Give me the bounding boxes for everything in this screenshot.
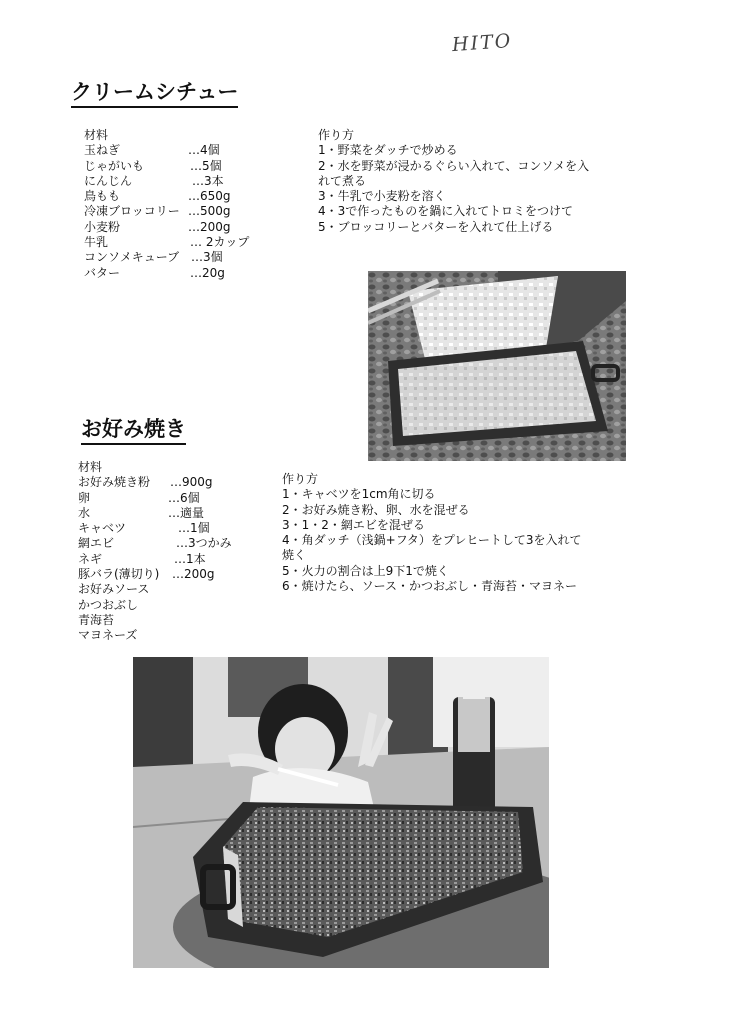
ingredient-name: お好みソース [78, 582, 150, 597]
ingredient-qty: …900g [170, 475, 213, 490]
ingredient-name: コンソメキューブ [84, 250, 180, 265]
stew-ingredients [84, 128, 284, 281]
ingredient-qty: …3本 [192, 173, 224, 188]
ingredient-qty: …200g [172, 567, 215, 582]
ingredient-row [84, 174, 284, 189]
ingredient-qty: …4個 [188, 143, 220, 158]
stew-photo [368, 271, 626, 461]
ingredient-name: お好み焼き粉 [78, 475, 151, 490]
method-step: 3・牛乳で小麦粉を溶く [318, 189, 446, 204]
okonomi-method-heading: 作り方 [282, 472, 319, 486]
handwritten-signature: HITO [451, 29, 514, 57]
ingredient-name: 玉ねぎ [84, 143, 121, 158]
okonomi-ingredients-heading: 材料 [78, 460, 103, 474]
method-step: 5・火力の割合は上9下1で焼く [282, 563, 449, 578]
ingredient-name: バター [84, 265, 121, 280]
ingredient-row [84, 250, 284, 265]
method-step: 1・野菜をダッチで炒める [318, 143, 458, 158]
ingredient-row [78, 567, 278, 582]
ingredient-qty: …3つかみ [176, 536, 232, 551]
stew-method [318, 128, 618, 235]
method-step: 3・1・2・網エビを混ぜる [282, 517, 425, 532]
ingredient-qty: …20g [190, 265, 225, 280]
ingredient-qty: …1個 [178, 521, 210, 536]
ingredient-row [78, 491, 278, 506]
ingredient-qty: …650g [188, 189, 231, 204]
ingredient-row [84, 235, 284, 250]
ingredient-qty: …3個 [191, 250, 223, 265]
stew-ingredients-heading: 材料 [84, 128, 109, 142]
ingredient-qty: …適量 [168, 505, 205, 520]
stew-title: クリームシチュー [71, 79, 238, 108]
okonomi-method [282, 472, 602, 605]
ingredient-qty: …200g [188, 219, 231, 234]
method-step: れて煮る [318, 173, 367, 188]
ingredient-row [78, 521, 278, 536]
stew-method-heading: 作り方 [318, 128, 355, 142]
ingredient-name: 鳥もも [84, 189, 121, 204]
ingredient-name: 牛乳 [84, 235, 109, 250]
ingredient-name: キャベツ [78, 521, 127, 536]
method-step: 1・キャベツを1cm角に切る [282, 487, 436, 502]
ingredient-qty: … 2カップ [190, 235, 250, 250]
method-step: 4・角ダッチ（浅鍋+フタ）をプレヒートして3を入れて [282, 533, 582, 548]
ingredient-row [84, 189, 284, 204]
ingredient-name: 豚バラ(薄切り) [78, 567, 160, 582]
ingredient-row [78, 536, 278, 551]
okonomi-photo [133, 657, 549, 968]
ingredient-qty: …5個 [190, 158, 222, 173]
ingredient-name: にんじん [84, 173, 133, 188]
ingredient-name: マヨネーズ [78, 628, 138, 643]
okonomi-ingredients [78, 460, 278, 644]
ingredient-row [78, 475, 278, 490]
ingredient-row [78, 506, 278, 521]
ingredient-name: 青海苔 [78, 612, 115, 627]
ingredient-name: 水 [78, 505, 91, 520]
ingredient-row [78, 552, 278, 567]
ingredient-row [78, 598, 278, 613]
method-step: 4・3で作ったものを鍋に入れてトロミをつけて [318, 204, 574, 219]
ingredient-row [78, 628, 278, 643]
ingredient-name: ネギ [78, 551, 103, 566]
ingredient-row [84, 159, 284, 174]
method-step: 2・お好み焼き粉、卵、水を混ぜる [282, 502, 470, 517]
method-step: 5・ブロッコリーとバターを入れて仕上げる [318, 219, 554, 234]
ingredient-name: じゃがいも [84, 158, 145, 173]
ingredient-name: かつおぶし [78, 597, 139, 612]
ingredient-row [84, 266, 284, 281]
ingredient-qty: …1本 [174, 551, 206, 566]
ingredient-row [84, 143, 284, 158]
ingredient-row [84, 220, 284, 235]
ingredient-qty: …6個 [168, 490, 200, 505]
ingredient-row [78, 582, 278, 597]
ingredient-row [84, 204, 284, 219]
ingredient-name: 網エビ [78, 536, 115, 551]
method-step: 6・焼けたら、ソース・かつおぶし・青海苔・マヨネー [282, 579, 578, 594]
ingredient-row [78, 613, 278, 628]
ingredient-name: 卵 [78, 490, 91, 505]
okonomi-title: お好み焼き [81, 416, 186, 445]
ingredient-qty: …500g [188, 204, 231, 219]
ingredient-name: 冷凍ブロッコリー [84, 204, 180, 219]
method-step: 焼く [282, 548, 307, 563]
method-step: 2・水を野菜が浸かるぐらい入れて、コンソメを入 [318, 158, 590, 173]
ingredient-name: 小麦粉 [84, 219, 121, 234]
